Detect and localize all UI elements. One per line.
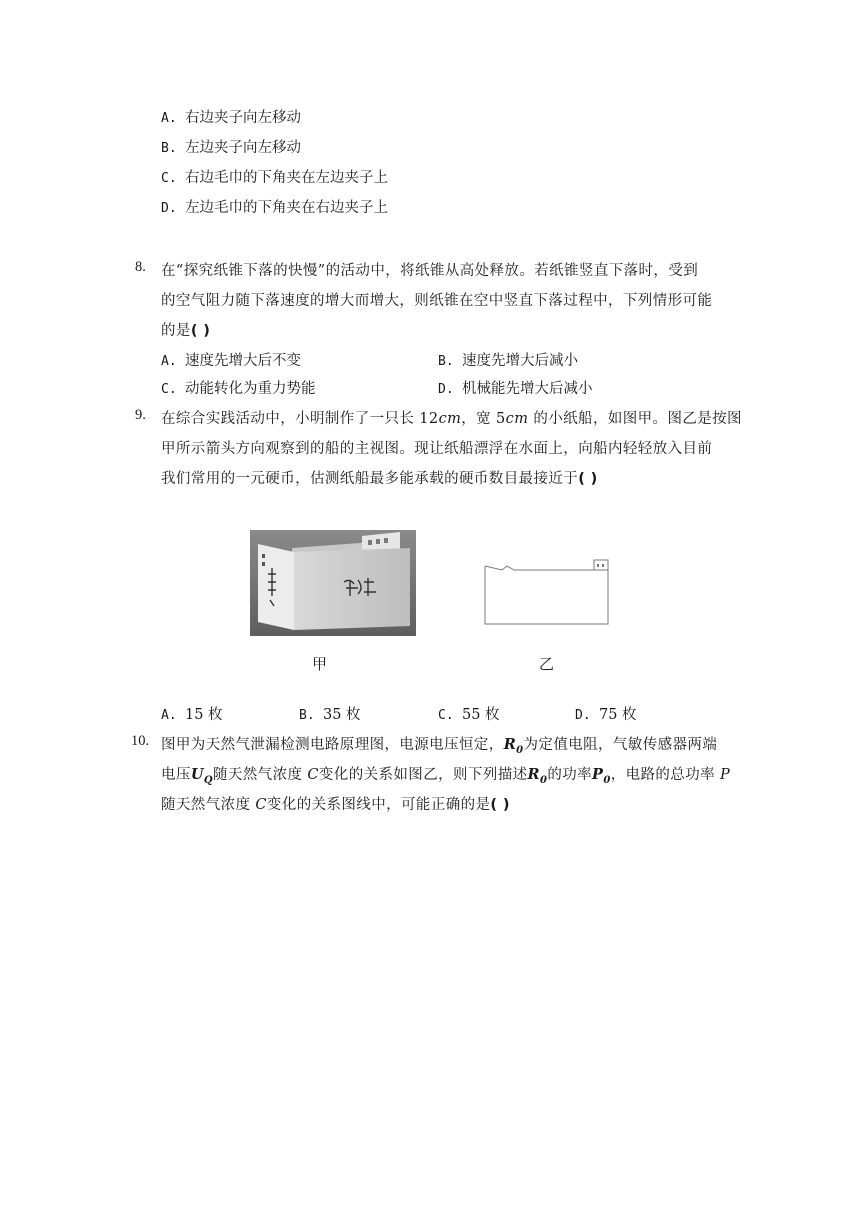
q9-stem-line-2: 甲所示箭头方向观察到的船的主视图。现让纸船漂浮在水面上，向船内轻轻放入目前 — [161, 441, 713, 457]
q9-option-b: B. 35 枚 — [299, 707, 361, 723]
q9-stem-line-1: 在综合实践活动中，小明制作了一只长 12cm，宽 5cm 的小纸船，如图甲。图乙是按图 — [161, 411, 742, 427]
q8-option-d: D. 机械能先增大后减小 — [438, 381, 593, 397]
q9-option-a: A. 15 枚 — [161, 707, 223, 723]
q9-answer-paren: ( ) — [578, 471, 598, 487]
q8-answer-paren: ( ) — [190, 323, 211, 339]
figure-yi-caption: 乙 — [539, 655, 555, 673]
q8-number: 8. — [135, 259, 146, 275]
q7-option-b: B. 左边夹子向左移动 — [161, 140, 301, 156]
q9-option-d: D. 75 枚 — [575, 707, 637, 723]
q9-option-c: C. 55 枚 — [438, 707, 500, 723]
q9-stem-line-3: 我们常用的一元硬币，估测纸船最多能承载的硬币数目最接近于( ) — [161, 471, 598, 487]
q8-stem-line-3: 的是( ) — [161, 323, 211, 339]
q9-number: 9. — [135, 407, 146, 423]
paper-boat-front-view — [482, 558, 612, 626]
q7-option-d: D. 左边毛巾的下角夹在右边夹子上 — [161, 200, 388, 216]
q10-stem-line-3: 随天然气浓度 C变化的关系图线中，可能正确的是( ) — [161, 797, 510, 813]
q7-option-a: A. 右边夹子向左移动 — [161, 110, 301, 126]
q8-option-a: A. 速度先增大后不变 — [161, 353, 301, 369]
q10-stem-line-2: 电压$U_Q$随天然气浓度 C变化的关系如图乙，则下列描述$R_0$的功率$P_0$，电路的总功率 P — [161, 766, 731, 786]
r0-symbol-2: $R_0$ — [527, 766, 548, 786]
figure-jia-caption: 甲 — [312, 655, 328, 673]
q10-number: 10. — [131, 733, 150, 749]
r0-symbol: $R_0$ — [503, 736, 524, 756]
uq-symbol: $U_Q$ — [190, 766, 213, 786]
q10-stem-line-1: 图甲为天然气泄漏检测电路原理图，电源电压恒定，$R_0$为定值电阻，气敏传感器两端 — [161, 736, 718, 756]
q7-option-c: C. 右边毛巾的下角夹在左边夹子上 — [161, 170, 388, 186]
p0-symbol: $P_0$ — [592, 766, 611, 786]
paper-boat-photo — [250, 530, 416, 636]
q8-option-c: C. 动能转化为重力势能 — [161, 381, 316, 397]
q8-option-b: B. 速度先增大后减小 — [438, 353, 578, 369]
q8-stem-line-1: 在“探究纸锥下落的快慢”的活动中，将纸锥从高处释放。若纸锥竖直下落时，受到 — [161, 263, 699, 279]
q8-stem-line-2: 的空气阻力随下落速度的增大而增大，则纸锥在空中竖直下落过程中，下列情形可能 — [161, 293, 713, 309]
q10-answer-paren: ( ) — [490, 797, 510, 813]
